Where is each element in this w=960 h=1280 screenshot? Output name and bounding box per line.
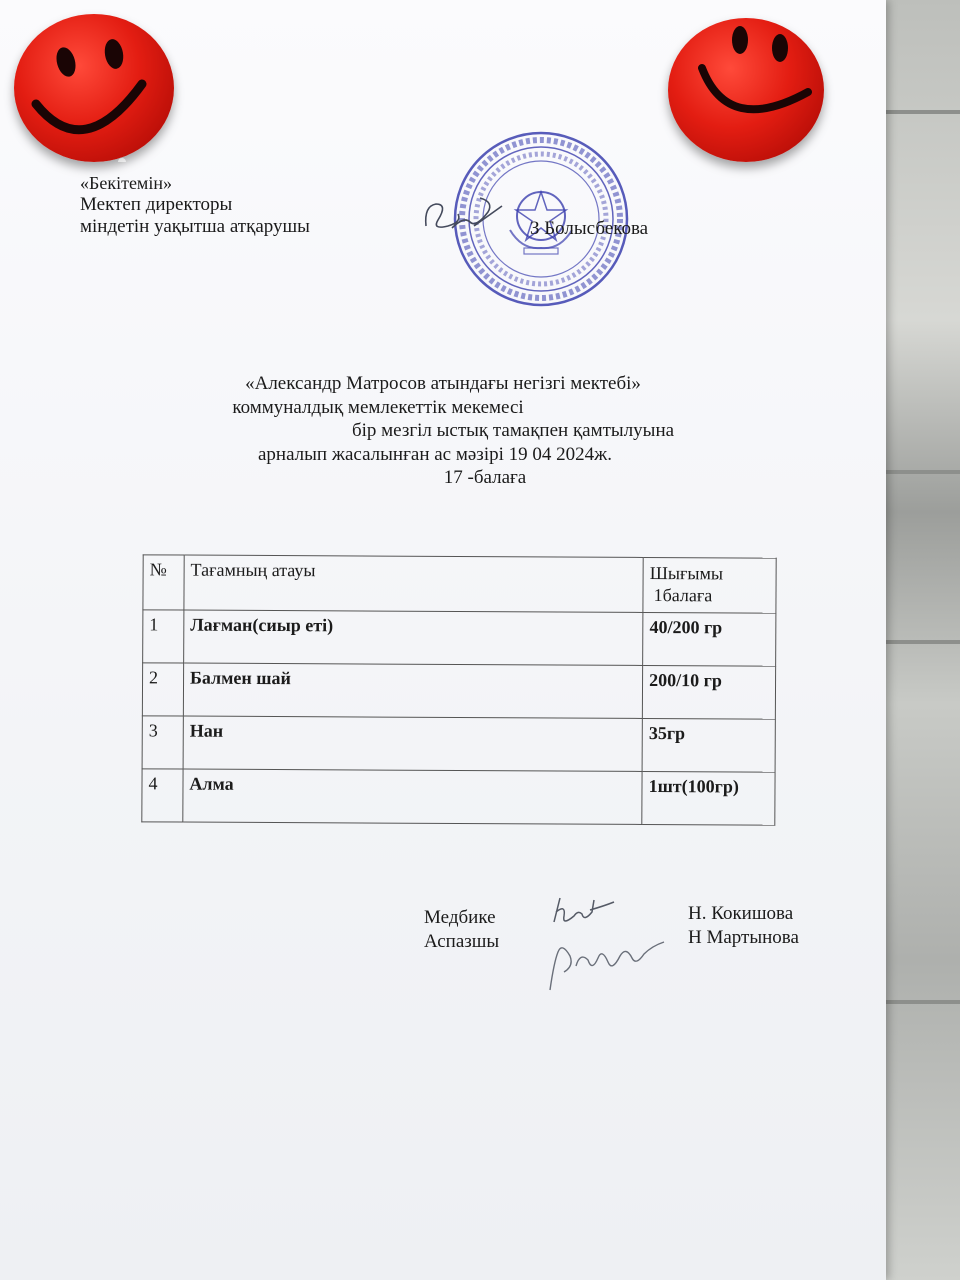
nurse-signature-icon xyxy=(548,892,618,932)
title-line-3: бір мезгіл ыстық тамақпен қамтылуына xyxy=(351,420,675,441)
row-number: 3 xyxy=(142,716,183,769)
header-number: № xyxy=(143,555,184,610)
header-portion-line2: 1балаға xyxy=(653,585,713,606)
row-portion: 40/200 гр xyxy=(643,612,776,666)
approval-position-acting: міндетін уақытша атқарушы xyxy=(80,216,310,237)
director-signature-icon xyxy=(418,186,508,246)
smiley-magnet-left-icon xyxy=(14,14,174,162)
row-dish-name: Нан xyxy=(183,716,642,771)
row-dish-name: Лағман(сиыр еті) xyxy=(184,610,643,665)
row-portion: 1шт(100гр) xyxy=(642,771,775,825)
signature-names xyxy=(688,902,799,950)
title-line-1: «Александр Матросов атындағы негізгі мектебі» xyxy=(245,373,641,394)
cook-signature-icon xyxy=(540,932,670,996)
row-number: 2 xyxy=(142,663,183,716)
header-dish-name: Тағамның атауы xyxy=(184,555,643,612)
cook-name: Н Мартынова xyxy=(688,927,799,948)
row-dish-name: Балмен шай xyxy=(183,663,642,718)
row-number: 1 xyxy=(143,610,184,663)
title-line-2: коммуналдық мемлекеттік мекемесі xyxy=(232,396,524,418)
table-row xyxy=(143,610,776,666)
smiley-magnet-right-icon xyxy=(668,18,824,162)
header-portion xyxy=(643,557,776,613)
title-line-4: арналып жасалынған ас мәзірі 19 04 2024ж. xyxy=(257,443,612,465)
approval-position: Мектеп директоры xyxy=(80,194,233,215)
row-portion: 200/10 гр xyxy=(642,665,775,719)
row-portion: 35гр xyxy=(642,718,775,772)
approval-block xyxy=(80,172,310,238)
table-header-row xyxy=(143,555,776,613)
signature-roles xyxy=(424,906,499,954)
director-name: З Болысбекова xyxy=(530,218,649,239)
menu-table xyxy=(141,554,776,825)
nurse-name: Н. Кокишова xyxy=(688,903,794,924)
document-title xyxy=(0,372,886,490)
role-nurse: Медбике xyxy=(424,907,496,928)
table-row xyxy=(142,769,775,825)
title-line-5: 17 -балаға xyxy=(443,467,527,488)
table-row xyxy=(142,663,775,719)
row-number: 4 xyxy=(142,769,183,822)
background-shelf xyxy=(880,0,960,1280)
row-dish-name: Алма xyxy=(183,769,642,824)
table-row xyxy=(142,716,775,772)
header-portion-line1: Шығымы xyxy=(649,562,724,584)
role-cook: Аспазшы xyxy=(424,931,500,952)
approval-heading: «Бекітемін» xyxy=(80,173,172,193)
